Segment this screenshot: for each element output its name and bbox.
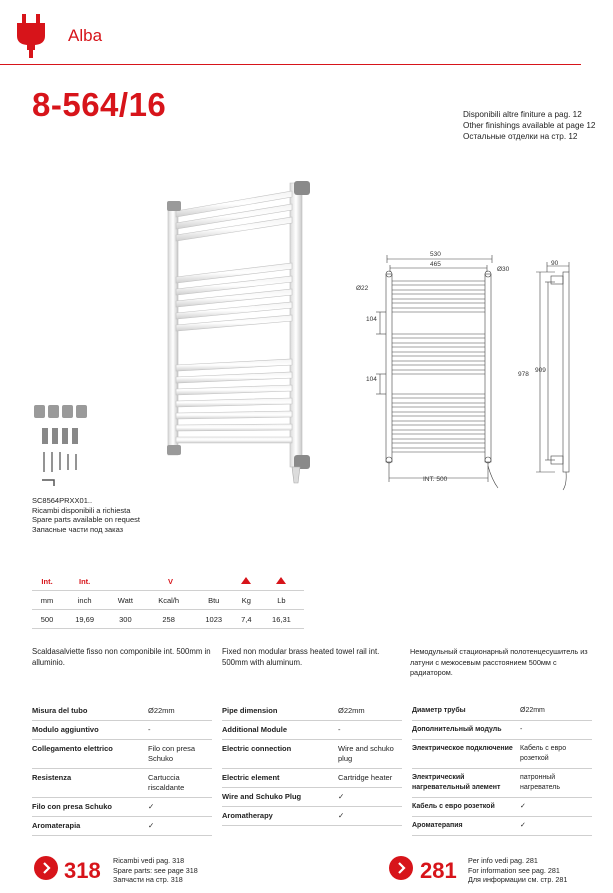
feature-value: ✓ (338, 807, 402, 826)
spare-code: SC8564PRXX01.. (32, 496, 93, 505)
dim-gap-1: 104 (366, 316, 377, 323)
feature-value: ✓ (148, 817, 212, 836)
description-en: Fixed non modular brass heated towel rail int. 500mm with aluminum. (222, 647, 380, 667)
spare-page-note (113, 856, 198, 885)
finishings-it: Disponibili altre finiture a pag. 12 (463, 110, 582, 119)
feature-key: Диаметр трубы (412, 702, 520, 721)
feature-row (412, 798, 592, 817)
feature-row (412, 769, 592, 798)
finishings-note (463, 109, 595, 142)
dim-tube: Ø22 (356, 285, 369, 292)
info-page-number[interactable]: 281 (420, 858, 457, 883)
description-ru: Немодульный стационарный полотенцесушитель из латуни с межосевым расстоянием 500мм с радиатором. (410, 647, 588, 677)
description-it: Scaldasalviette fisso non componibile int. 500mm in alluminio. (32, 647, 211, 667)
features-table-ru (412, 702, 592, 836)
feature-key: Ароматерапия (412, 817, 520, 836)
feature-value: Кабель с евро розеткой (520, 740, 592, 769)
feature-key: Wire and Schuko Plug (222, 788, 338, 807)
feature-value: патронный нагреватель (520, 769, 592, 798)
spec-table (32, 572, 304, 629)
feature-key: Electric connection (222, 740, 338, 769)
feature-value: - (520, 721, 592, 740)
dim-width-inner: 465 (430, 261, 441, 268)
header-divider (0, 64, 581, 65)
spec-value: 1023 (194, 610, 234, 629)
dim-interaxis: INT. 500 (423, 476, 448, 483)
feature-row (222, 788, 402, 807)
spec-value: 500 (32, 610, 62, 629)
feature-key: Misura del tubo (32, 702, 148, 721)
feature-row (412, 721, 592, 740)
feature-row (32, 769, 212, 798)
features-table-en (222, 702, 402, 826)
feature-row (222, 740, 402, 769)
spec-value: 16,31 (259, 610, 304, 629)
feature-value: Ø22mm (148, 702, 212, 721)
spec-unit: Watt (107, 591, 143, 610)
page-link-arrow-icon[interactable] (34, 856, 58, 880)
spec-value: 300 (107, 610, 143, 629)
feature-key: Электрическое подключение (412, 740, 520, 769)
feature-key: Дополнительный модуль (412, 721, 520, 740)
feature-key: Кабель с евро розеткой (412, 798, 520, 817)
feature-value: Cartridge heater (338, 769, 402, 788)
spare-page-number[interactable]: 318 (64, 858, 101, 883)
spec-header: V (107, 572, 234, 591)
feature-key: Aromatherapy (222, 807, 338, 826)
feature-row (32, 817, 212, 836)
feature-row (222, 721, 402, 740)
spec-header-row (32, 572, 304, 591)
spare-line-it: Ricambi disponibili a richiesta (32, 505, 131, 515)
feature-key: Modulo aggiuntivo (32, 721, 148, 740)
dim-width-total: 530 (430, 251, 441, 258)
feature-row (222, 807, 402, 826)
spec-unit: Kg (234, 591, 259, 610)
model-code: 8-564/16 (32, 86, 167, 123)
spare-parts-info (32, 496, 140, 534)
feature-value: ✓ (338, 788, 402, 807)
dim-gap-2: 104 (366, 376, 377, 383)
spare-line-en: Spare parts available on request (32, 515, 140, 524)
feature-value: - (338, 721, 402, 740)
feature-key: Electric element (222, 769, 338, 788)
feature-key: Filo con presa Schuko (32, 798, 148, 817)
feature-row (412, 817, 592, 836)
dim-height-inner: 909 (535, 367, 546, 374)
dim-depth: 90 (551, 260, 559, 267)
feature-value: ✓ (520, 798, 592, 817)
spec-units-row (32, 591, 304, 610)
feature-row (222, 702, 402, 721)
spec-unit: Kcal/h (144, 591, 194, 610)
finishings-ru: Остальные отделки на стр. 12 (463, 132, 578, 141)
footer-line: Ricambi vedi pag. 318 (113, 856, 185, 865)
spec-value: 19,69 (62, 610, 107, 629)
feature-row (32, 702, 212, 721)
feature-value: Ø22mm (338, 702, 402, 721)
spare-parts-image (32, 400, 96, 488)
spec-value: 258 (144, 610, 194, 629)
plug-icon (14, 14, 48, 58)
feature-row (32, 721, 212, 740)
footer-line: Per info vedi pag. 281 (468, 856, 538, 865)
spec-values-row (32, 610, 304, 629)
spec-unit: mm (32, 591, 62, 610)
finishings-en: Other finishings available at page 12 (463, 121, 596, 130)
features-table-it (32, 702, 212, 836)
dim-height-total: 978 (518, 371, 529, 378)
feature-value: ✓ (148, 798, 212, 817)
info-page-note (468, 856, 567, 885)
front-technical-drawing (352, 248, 512, 493)
brand-name: Alba (68, 26, 103, 45)
feature-row (412, 702, 592, 721)
weight-icon (234, 572, 259, 591)
spec-unit: Lb (259, 591, 304, 610)
footer-line: Запчасти на стр. 318 (113, 875, 183, 884)
spare-line-ru: Запасные части под заказ (32, 524, 124, 534)
feature-key: Resistenza (32, 769, 148, 798)
spec-unit: inch (62, 591, 107, 610)
feature-row (32, 740, 212, 769)
spec-header: Int. (62, 572, 107, 591)
spec-unit: Btu (194, 591, 234, 610)
spec-value: 7,4 (234, 610, 259, 629)
feature-key: Электрический нагревательный элемент (412, 769, 520, 798)
weight-icon (259, 572, 304, 591)
feature-value: Ø22mm (520, 702, 592, 721)
info-link-arrow-icon[interactable] (389, 856, 413, 880)
feature-value: Cartuccia riscaldante (148, 769, 212, 798)
feature-row (32, 798, 212, 817)
feature-value: ✓ (520, 817, 592, 836)
spec-header: Int. (32, 572, 62, 591)
feature-row (412, 740, 592, 769)
feature-key: Aromaterapia (32, 817, 148, 836)
footer-line: Spare parts: see page 318 (113, 865, 198, 875)
dim-fitting: Ø30 (497, 266, 510, 273)
towel-rail-image (158, 175, 328, 487)
feature-key: Pipe dimension (222, 702, 338, 721)
footer-line: For information see pag. 281 (468, 865, 560, 875)
feature-row (222, 769, 402, 788)
feature-value: Filo con presa Schuko (148, 740, 212, 769)
footer-line: Для информации см. стр. 281 (468, 875, 568, 884)
feature-key: Additional Module (222, 721, 338, 740)
feature-key: Collegamento elettrico (32, 740, 148, 769)
side-technical-drawing (515, 258, 575, 493)
feature-value: Wire and schuko plug (338, 740, 402, 769)
feature-value: - (148, 721, 212, 740)
